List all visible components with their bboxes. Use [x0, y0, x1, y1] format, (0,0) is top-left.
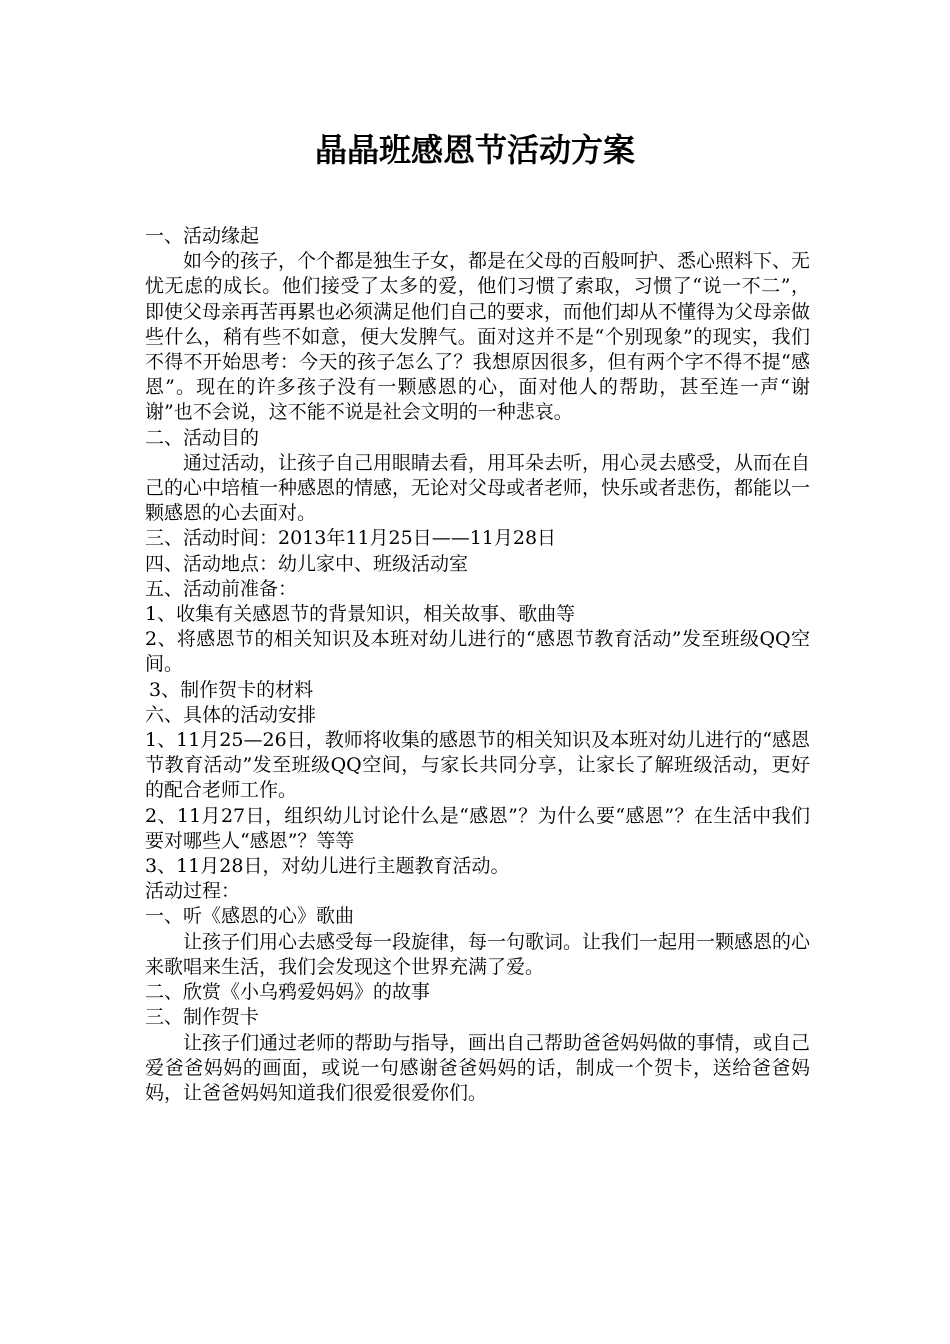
section-heading-origin: 一、活动缘起	[145, 225, 260, 247]
list-item-schedule-3: 3、11月28日，对幼儿进行主题教育活动。	[145, 855, 510, 878]
section-heading-preparation: 五、活动前准备：	[145, 577, 298, 600]
section-activity-location: 四、活动地点：幼儿家中、班级活动室	[145, 552, 469, 575]
list-item-preparation-1: 1、收集有关感恩节的背景知识，相关故事、歌曲等	[145, 603, 576, 626]
list-item-schedule-2: 2、11月27日，组织幼儿讨论什么是“感恩”？为什么要“感恩”？在生活中我们要对哪些人“感恩”？等等	[145, 804, 810, 852]
section-activity-time: 三、活动时间：2013年11月25日——11月28日	[145, 527, 557, 550]
document-body	[145, 224, 810, 1106]
process-step-1-heading: 一、听《感恩的心》歌曲	[145, 905, 355, 928]
process-step-3-heading: 三、制作贺卡	[145, 1006, 260, 1029]
document-title: 晶晶班感恩节活动方案	[314, 131, 635, 169]
list-item-preparation-2: 2、将感恩节的相关知识及本班对幼儿进行的“感恩节教育活动”发至班级QQ空间。	[145, 628, 810, 676]
process-step-1-text: 让孩子们用心去感受每一段旋律，每一句歌词。让我们一起用一颗感恩的心来歌唱来生活，我们会发现这个世界充满了爱。	[145, 930, 811, 978]
paragraph-goal: 通过活动，让孩子自己用眼睛去看，用耳朵去听，用心灵去感受，从而在自己的心中培植一种感恩的情感，无论对父母或者老师，快乐或者悲伤，都能以一颗感恩的心去面对。	[145, 451, 811, 525]
list-item-preparation-3: 3、制作贺卡的材料	[149, 678, 314, 701]
process-step-2-heading: 二、欣赏《小乌鸦爱妈妈》的故事	[145, 981, 431, 1004]
process-step-3-text: 让孩子们通过老师的帮助与指导，画出自己帮助爸爸妈妈做的事情，或自己爱爸爸妈妈的画面，或说一句感谢爸爸妈妈的话，制成一个贺卡，送给爸爸妈妈，让爸爸妈妈知道我们很爱很爱你们。	[145, 1031, 811, 1104]
paragraph-origin: 如今的孩子，个个都是独生子女，都是在父母的百般呵护、悉心照料下、无忧无虑的成长。他们接受了太多的爱，他们习惯了索取，习惯了“说一不二”，即使父母亲再苦再累也必须满足他们自己的要求，而他们却从不懂得为父母亲做些什么，稍有些不如意，便大发脾气。面对这并不是“个别现象”的现实，我们不得不开始思考：今天的孩子怎么了？我想原因很多，但有两个字不得不提“感恩”。现在的许多孩子没有一颗感恩的心，面对他人的帮助，甚至连一声“谢谢”也不会说，这不能不说是社会文明的一种悲哀。	[145, 250, 811, 424]
section-heading-goal: 二、活动目的	[145, 426, 260, 449]
section-heading-schedule: 六、具体的活动安排	[145, 703, 317, 726]
list-item-schedule-1: 1、11月25—26日，教师将收集的感恩节的相关知识及本班对幼儿进行的“感恩节教育活动”发至班级QQ空间，与家长共同分享，让家长了解班级活动，更好的配合老师工作。	[145, 729, 810, 802]
section-heading-process: 活动过程：	[145, 880, 241, 903]
